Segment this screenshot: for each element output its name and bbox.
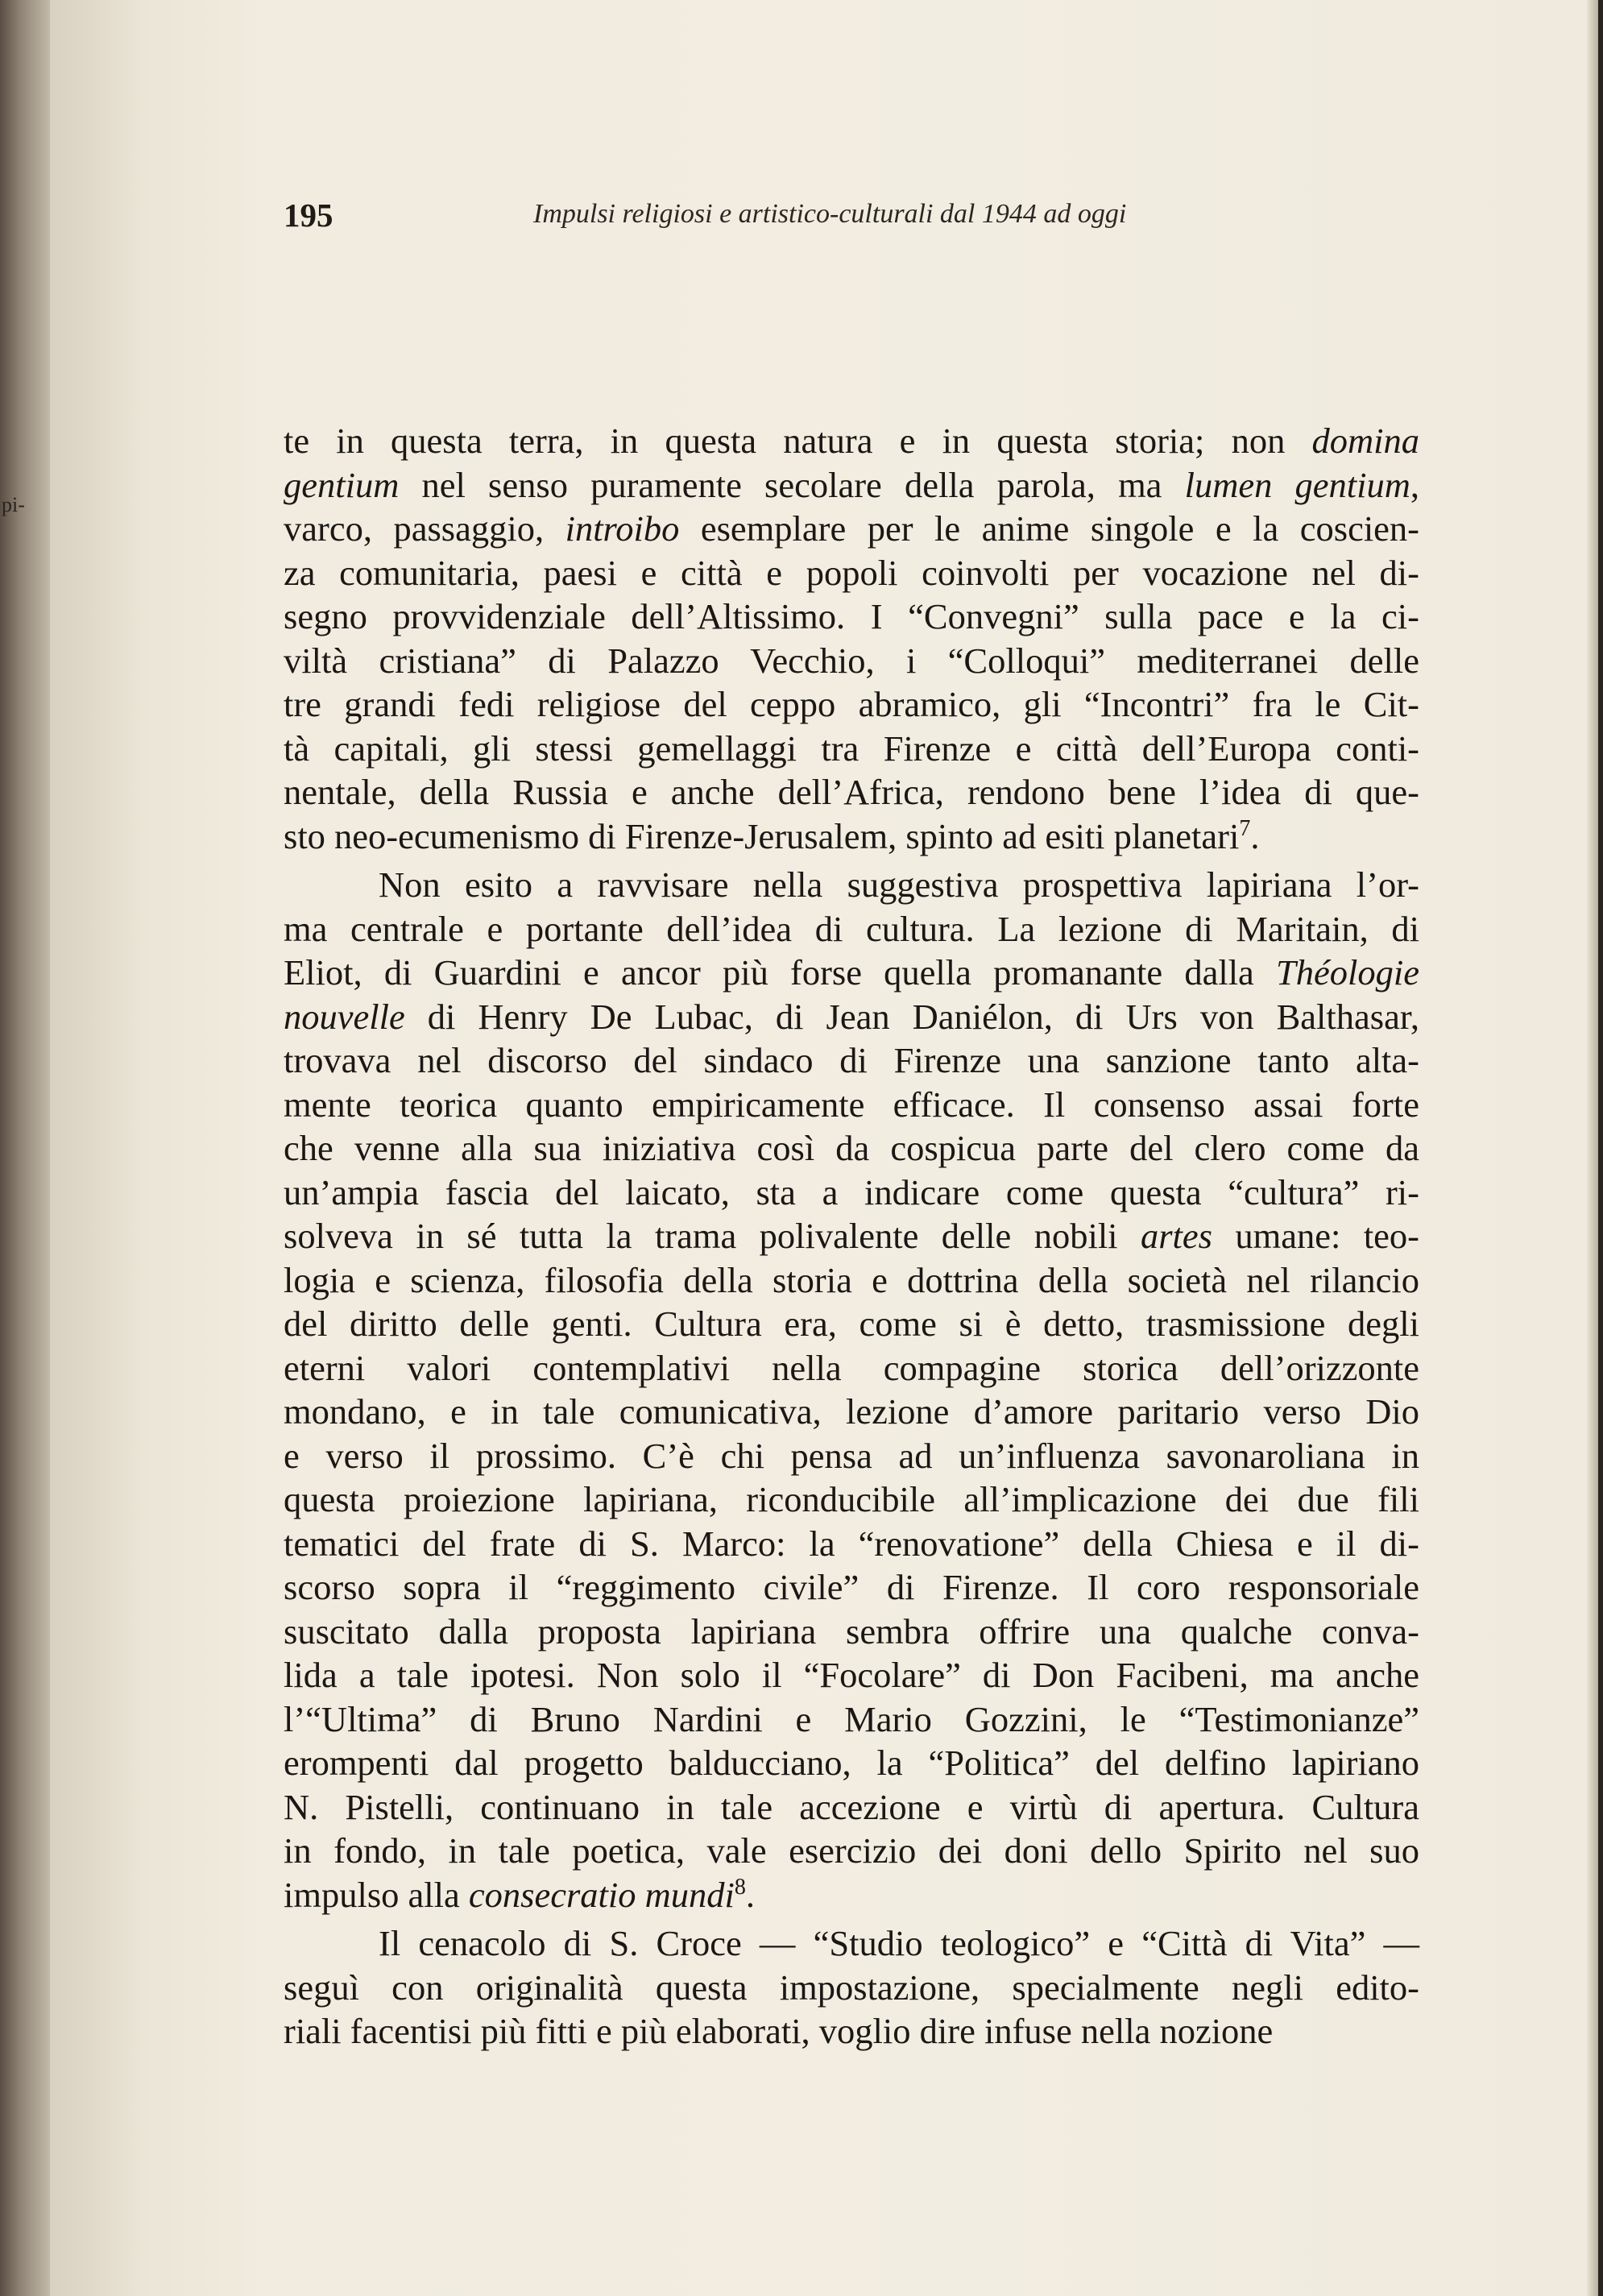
text-run: varco, passaggio, (284, 508, 565, 549)
page-number: 195 (284, 197, 333, 234)
text-run: sto neo-ecumenismo di Firenze-Jerusalem, spinto ad esiti planetari (284, 815, 1240, 856)
text-line (284, 1434, 1419, 1478)
text-line (284, 1214, 1419, 1258)
text-line (284, 507, 1419, 551)
text-line (284, 1610, 1419, 1654)
text-line (284, 863, 1419, 907)
text-line (284, 1346, 1419, 1390)
text-run: viltà cristiana” di Palazzo Vecchio, i “Colloqui” mediterranei delle (284, 640, 1419, 681)
text-run: di Henry De Lubac, di Jean Daniélon, di Urs von Balthasar, (404, 996, 1419, 1037)
text-line (284, 951, 1419, 995)
text-run: erompenti dal progetto balducciano, la “Politica” del delfino lapiriano (284, 1743, 1419, 1783)
text-run: eterni valori contemplativi nella compagine storica dell’orizzonte (284, 1347, 1419, 1388)
text-line (284, 1522, 1419, 1566)
text-run: questa proiezione lapiriana, riconducibile all’implicazione dei due fili (284, 1479, 1419, 1519)
paragraph (284, 419, 1419, 858)
text-run: e verso il prossimo. C’è chi pensa ad un’influenza savonaroliana in (284, 1435, 1419, 1476)
text-line (284, 1302, 1419, 1346)
text-run: Non esito a ravvisare nella suggestiva prospettiva lapiriana l’or- (379, 864, 1419, 905)
text-line (284, 2009, 1419, 2054)
text-line (284, 639, 1419, 683)
text-line (284, 682, 1419, 727)
text-run: , (1410, 464, 1419, 505)
text-run: impulso alla (284, 1874, 469, 1915)
text-run: te in questa terra, in questa natura e in questa storia; non (284, 421, 1312, 461)
text-run: lida a tale ipotesi. Non solo il “Focolare” di Don Facibeni, ma anche (284, 1655, 1419, 1695)
footnote-marker: 7 (1239, 815, 1251, 841)
text-run: del diritto delle genti. Cultura era, come si è detto, trasmissione degli (284, 1303, 1419, 1344)
text-run: tà capitali, gli stessi gemellaggi tra Firenze e città dell’Europa conti- (284, 727, 1419, 769)
italic-text: domina (1311, 421, 1419, 461)
text-line (284, 1921, 1419, 1966)
text-line (284, 1653, 1419, 1697)
text-run: ma centrale e portante dell’idea di cultura. La lezione di Maritain, di (284, 908, 1419, 949)
text-line (284, 1741, 1419, 1785)
body-text (284, 419, 1419, 2054)
text-run: mente teorica quanto empiricamente efficace. Il consenso assai forte (284, 1084, 1419, 1125)
text-run: N. Pistelli, continuano in tale accezione e virtù di apertura. Cultura (284, 1786, 1419, 1827)
text-line (284, 1829, 1419, 1873)
text-line (284, 1083, 1419, 1127)
text-line (284, 770, 1419, 814)
text-run: trovava nel discorso del sindaco di Firenze una sanzione tanto alta- (284, 1040, 1419, 1080)
text-run: seguì con originalità questa impostazione, specialmente negli edito- (284, 1967, 1419, 2008)
italic-text: gentium (284, 464, 400, 505)
left-page-edge (0, 0, 56, 2296)
text-run: tre grandi fedi religiose del ceppo abramico, gli “Incontri” fra le Cit- (284, 684, 1419, 724)
text-run: logia e scienza, filosofia della storia e dottrina della società nel rilancio (284, 1259, 1419, 1300)
text-run: esemplare per le anime singole e la coscien- (679, 508, 1420, 549)
italic-text: Théologie (1276, 952, 1419, 993)
text-run: un’ampia fascia del laicato, sta a indicare come questa “cultura” ri- (284, 1171, 1419, 1212)
page-header (284, 196, 1458, 244)
footnote-marker: 8 (734, 1874, 746, 1900)
text-line (284, 1390, 1419, 1434)
italic-text: nouvelle (284, 996, 405, 1037)
text-line (284, 1126, 1419, 1171)
text-line (284, 595, 1419, 639)
text-run: nel senso puramente secolare della parola, ma (399, 464, 1185, 505)
text-run: tematici del frate di S. Marco: la “renovatione” della Chiesa e il di- (284, 1523, 1419, 1564)
text-line (284, 1477, 1419, 1522)
text-line (284, 419, 1419, 463)
text-run: in fondo, in tale poetica, vale esercizio dei doni dello Spirito nel suo (284, 1830, 1419, 1871)
text-run: che venne alla sua iniziativa così da cospicua parte del clero come da (284, 1128, 1419, 1168)
italic-text: artes (1140, 1216, 1212, 1256)
page-edge (1587, 0, 1598, 2296)
text-run: segno provvidenziale dell’Altissimo. I “Convegni” sulla pace e la ci- (284, 596, 1419, 636)
paragraph (284, 863, 1419, 1917)
paragraph (284, 1921, 1419, 2054)
text-run: Eliot, di Guardini e ancor più forse quella promanante dalla (284, 952, 1277, 993)
text-run: za comunitaria, paesi e città e popoli coinvolti per vocazione nel di- (284, 552, 1419, 593)
text-run: umane: teo- (1212, 1216, 1419, 1256)
text-line (284, 1565, 1419, 1610)
text-run: . (745, 1874, 756, 1915)
italic-text: introibo (565, 508, 680, 549)
text-line (284, 1785, 1419, 1830)
running-title: Impulsi religiosi e artistico-culturali dal 1944 ad oggi (533, 199, 1127, 229)
italic-text: consecratio mundi (468, 1874, 735, 1915)
text-line (284, 1258, 1419, 1303)
text-run: . (1250, 815, 1260, 856)
text-line (284, 1966, 1419, 2010)
text-run: Il cenacolo di S. Croce — “Studio teologico” e “Città di Vita” — (379, 1923, 1419, 1963)
text-line (284, 1697, 1419, 1742)
text-line (284, 995, 1419, 1039)
text-run: suscitato dalla proposta lapiriana sembra offrire una qualche conva- (284, 1610, 1419, 1652)
left-margin-note: pi- (2, 493, 25, 516)
text-line (284, 1038, 1419, 1083)
text-line (284, 814, 1419, 859)
text-run: riali facentisi più fitti e più elaborati, voglio dire infuse nella nozione (284, 2011, 1274, 2051)
text-run: l’“Ultima” di Bruno Nardini e Mario Gozzini, le “Testimonianze” (284, 1698, 1419, 1739)
text-line (284, 727, 1419, 771)
text-run: mondano, e in tale comunicativa, lezione d’amore paritario verso Dio (284, 1391, 1419, 1432)
text-line (284, 907, 1419, 951)
text-run: scorso sopra il “reggimento civile” di Firenze. Il coro responsoriale (284, 1567, 1419, 1607)
text-line (284, 1873, 1419, 1917)
text-run: nentale, della Russia e anche dell’Africa, rendono bene l’idea di que- (284, 772, 1419, 812)
text-line (284, 463, 1419, 508)
text-line (284, 551, 1419, 595)
text-run: solveva in sé tutta la trama polivalente delle nobili (284, 1216, 1141, 1256)
text-line (284, 1171, 1419, 1215)
italic-text: lumen gentium (1184, 464, 1410, 505)
